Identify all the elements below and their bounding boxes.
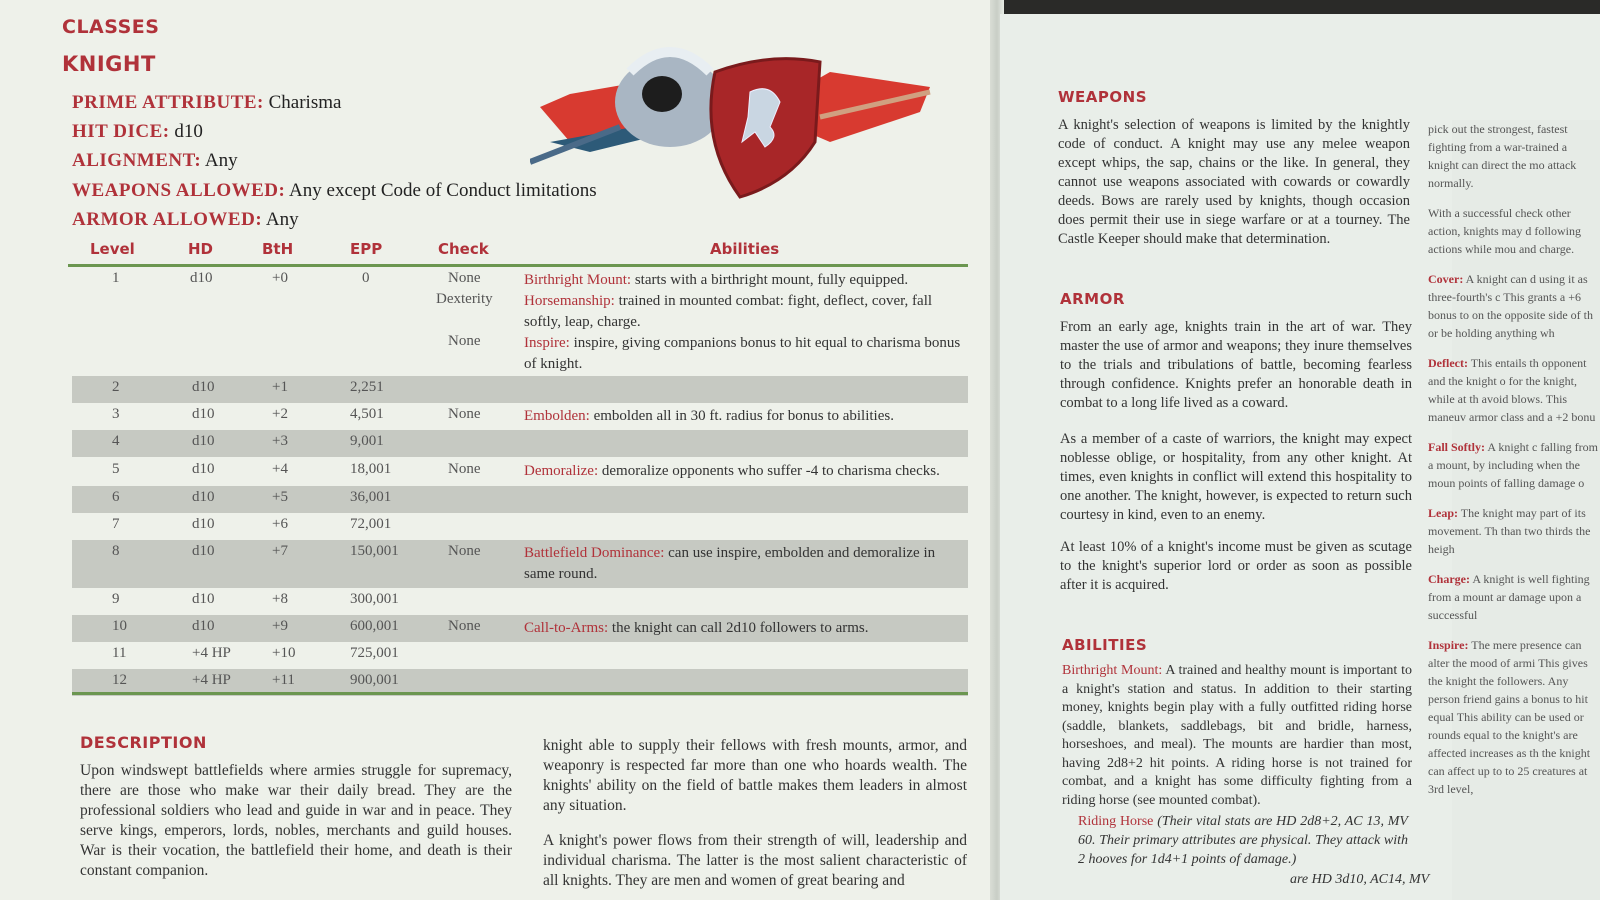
table-row: 4 d10 +3 9,001 — [72, 430, 968, 457]
stat-armor-allowed: ARMOR ALLOWED: Any — [72, 209, 299, 230]
edge-paragraph: Cover: A knight can d using it as three-fourth's c This grants a +6 bonus to on the opposite side of th or be holding anything wh — [1428, 272, 1593, 340]
stat-hit-dice: HIT DICE: d10 — [72, 121, 203, 142]
armor-p3: At least 10% of a knight's income must be given as scutage to the knight's superior lord or order as soon as possible after it is acquired. — [1060, 539, 1412, 593]
table-row: 12 +4 HP +11 900,001 — [72, 669, 968, 696]
stat-prime-attribute: PRIME ATTRIBUTE: Charisma — [72, 92, 342, 113]
edge-paragraph: Inspire: The mere presence can alter the mood of armi This gives the knight the followers. Any person friend gains a bonus to hit equal This ability can be used or rounds equal to the knight's are affected increases as th the knight can affect up to to 25 creatures at 3rd level, — [1428, 638, 1591, 796]
table-row: 10 d10 +9 600,001 None Call-to-Arms: the knight can call 2d10 followers to arms. — [72, 615, 968, 642]
edge-paragraph: Charge: A knight is well fighting from a mount ar damage upon a successful — [1428, 572, 1590, 622]
edge-column — [1428, 120, 1598, 900]
description-col1: Upon windswept battlefields where armies struggle for supremacy, there are those who make war their daily bread. They are the professional soldiers who lead and guide in war and in peace. They serve kings, emperors, lords, nobles, merchants and guild houses. War is their vocation, the battlefield their home, and death is their constant companion. — [80, 762, 512, 879]
ability-text: Battlefield Dominance: can use inspire, embolden and demoralize in same round. — [524, 545, 936, 582]
col-hd: HD — [188, 240, 214, 258]
col-check: Check — [438, 240, 489, 258]
table-row: 3 d10 +2 4,501 None Embolden: embolden all in 30 ft. radius for bonus to abilities. — [68, 403, 968, 430]
stat-weapons-allowed: WEAPONS ALLOWED: Any except Code of Conduct limitations — [72, 180, 597, 201]
col-epp: EPP — [350, 240, 383, 258]
ability-text: Call-to-Arms: the knight can call 2d10 followers to arms. — [524, 620, 869, 636]
table-row: 1 d10 +0 0 None Birthright Mount: starts with a birthright mount, fully equipped. Dexterity Horsemanship: trained in mounted combat: fight, deflect, cover, fall softly, leap, charge. None Inspire: inspire, giving companions bonus to hit equal to charisma bonus of knight. — [68, 267, 968, 373]
table-row: 6 d10 +5 36,001 — [72, 486, 968, 513]
bottom-fragment-text: are HD 3d10, AC14, MV — [1290, 872, 1430, 887]
armor-p1: From an early age, knights train in the art of war. They master the use of armor and weapons; they inure themselves to the trials and tribulations of battle, becoming fearless through confidence. Knights prefer an honorable death in combat to a long life lived as a coward. — [1060, 319, 1412, 411]
description-col2-p2: A knight's power flows from their strength of will, leadership and individual charisma. The latter is the most salient characteristic of all knights. They are men and women of great bearing and — [543, 832, 967, 889]
edge-paragraph: Deflect: This entails th opponent and the knight o for the knight, while at th avoid blows. This maneuv armor class and a +2 bonu — [1428, 356, 1596, 424]
riding-horse-text: Riding Horse (Their vital stats are HD 2d8+2, AC 13, MV 60. Their primary attributes are physical. They attack with 2 hooves for 1d4+1 points of damage.) — [1078, 814, 1408, 867]
description-col2-p1: knight able to supply their fellows with fresh mounts, armor, and weaponry is respected far more than one who hoards wealth. The knights' ability on the field of battle makes them leaders in almost any situation. — [543, 737, 967, 814]
table-row: 11 +4 HP +10 725,001 — [112, 645, 399, 661]
class-title: KNIGHT — [62, 52, 156, 76]
stat-alignment: ALIGNMENT: Any — [72, 150, 238, 171]
weapons-text: A knight's selection of weapons is limited by the knightly code of conduct. A knight may use any melee weapon except whips, the sap, chains or the like. In general, they cannot use weapons associated with cowards or cowardly deeds. Bows are rarely used by knights, though occasion does permit their use in siege warfare or at a tourney. The Castle Keeper should make that determination. — [1058, 117, 1410, 247]
edge-paragraph: With a successful check other action, knights may d following actions while mou and charge. — [1428, 206, 1581, 256]
table-row: 8 d10 +7 150,001 None Battlefield Dominance: can use inspire, embolden and demoralize in same round. — [72, 540, 968, 588]
col-abilities: Abilities — [710, 240, 780, 258]
armor-heading: ARMOR — [1060, 290, 1125, 308]
weapons-heading: WEAPONS — [1058, 88, 1148, 106]
armor-p2: As a member of a caste of warriors, the knight may expect noblesse oblige, or hospitality, from any other knight. At times, even knights in conflict will extend this hospitality to one another. The knight, however, is expected to return such courtesy in kind, even to an enemy. — [1060, 431, 1412, 523]
knight-helmet-shield-icon — [530, 32, 940, 202]
ability-text: Birthright Mount: starts with a birthright mount, fully equipped. — [524, 272, 909, 288]
edge-paragraph: pick out the strongest, fastest fighting from a war-trained a knight can direct the mo attack normally. — [1428, 122, 1577, 190]
table-row: 5 d10 +4 18,001 None Demoralize: demoralize opponents who suffer -4 to charisma checks. — [68, 458, 968, 485]
table-row: 7 d10 +6 72,001 — [112, 516, 392, 532]
ability-text: Horsemanship: trained in mounted combat: fight, deflect, cover, fall softly, leap, charge. — [524, 293, 933, 330]
edge-paragraph: Leap: The knight may part of its movement. Th than two thirds the heigh — [1428, 506, 1591, 556]
table-row: 2 d10 +1 2,251 — [72, 376, 968, 403]
section-title: CLASSES — [62, 16, 160, 38]
col-level: Level — [90, 240, 135, 258]
ability-text: Demoralize: demoralize opponents who suffer -4 to charisma checks. — [524, 463, 940, 479]
birthright-mount-text: Birthright Mount: A trained and healthy mount is important to a knight's station and status. In addition to their starting money, knights begin play with a fully outfitted riding horse (saddle, blankets, saddlebags, bit and bridle, harness, horseshoes, and meal). The mounts are hardier than most, having 2d8+2 hit points. A riding horse is not trained for combat, and a knight has some difficulty fighting from a riding horse (see mounted combat). — [1062, 663, 1413, 808]
ability-text: Inspire: inspire, giving companions bonus to hit equal to charisma bonus of knight. — [524, 335, 961, 372]
edge-paragraph: Fall Softly: A knight c falling from a mount, by including when the moun points of falling damage o — [1428, 440, 1598, 490]
table-bottom-rule — [72, 692, 968, 695]
description-heading: DESCRIPTION — [80, 733, 207, 752]
level-table-header — [68, 240, 968, 267]
ability-text: Embolden: embolden all in 30 ft. radius for bonus to abilities. — [524, 408, 894, 424]
abilities-heading: ABILITIES — [1062, 636, 1148, 654]
col-bth: BtH — [262, 240, 294, 258]
table-row: 9 d10 +8 300,001 — [112, 591, 399, 607]
